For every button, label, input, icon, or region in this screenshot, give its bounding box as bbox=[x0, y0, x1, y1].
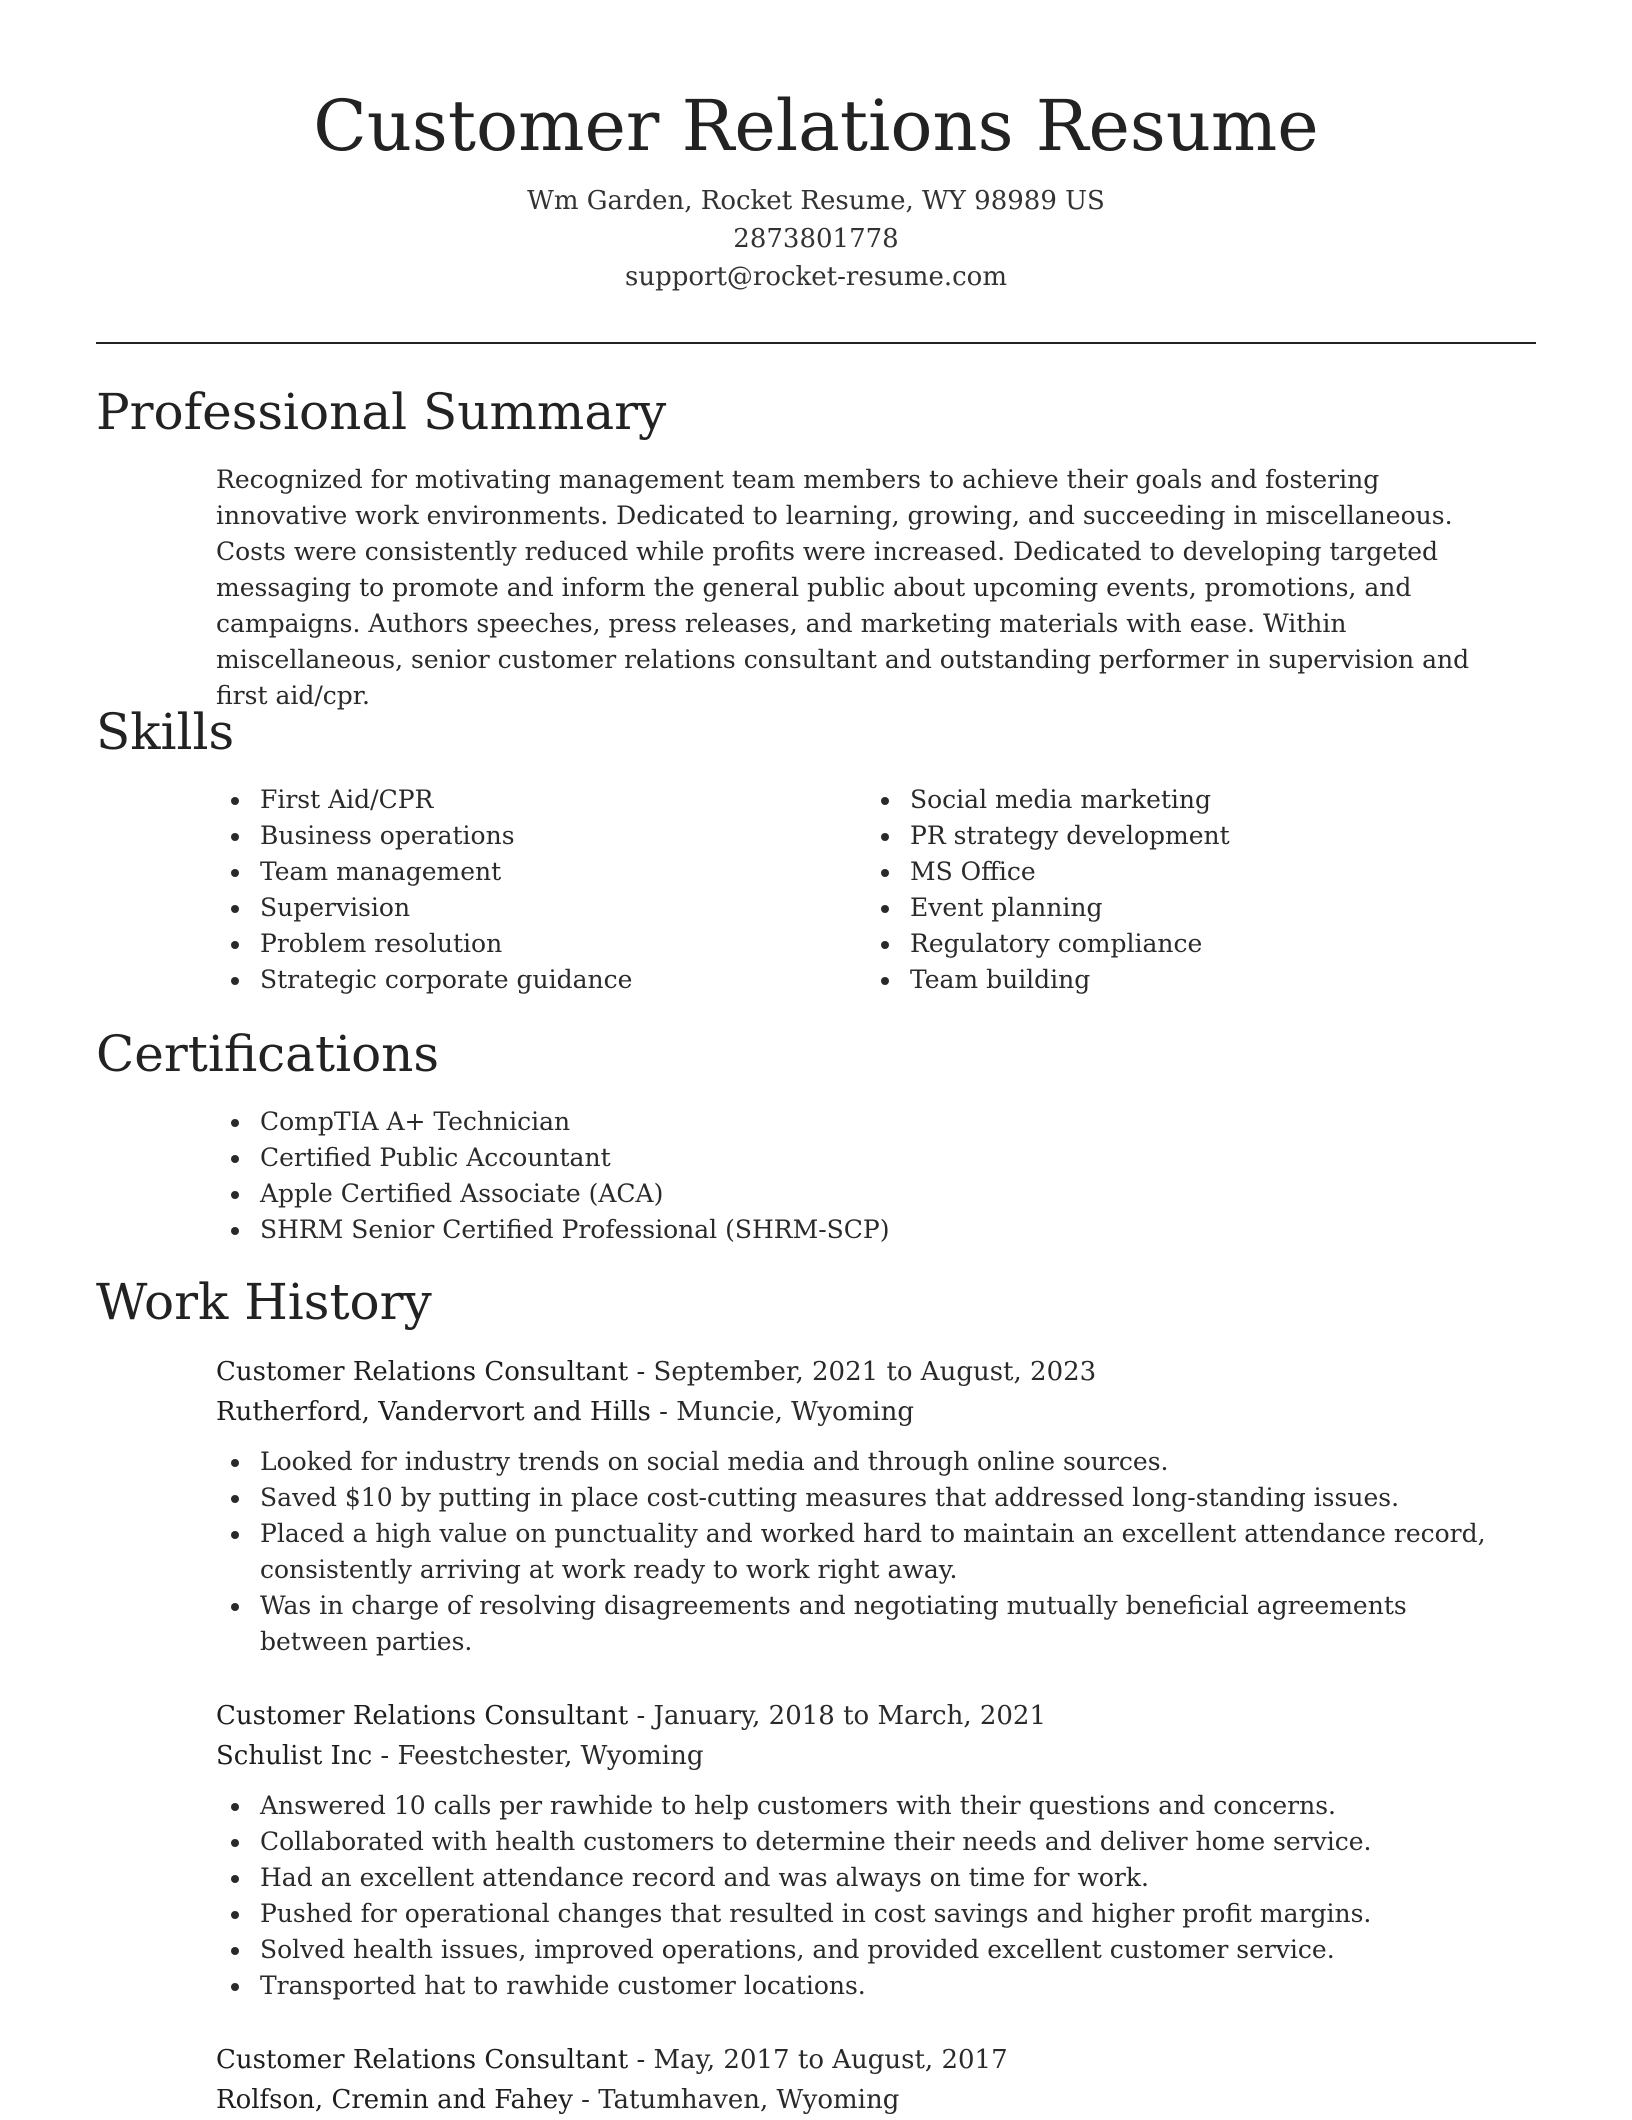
skills-column-right bbox=[866, 782, 1486, 998]
list-item: Business operations bbox=[216, 818, 836, 854]
list-item: Certified Public Accountant bbox=[216, 1140, 1516, 1176]
job-company: Schulist Inc bbox=[216, 1741, 373, 1771]
job-title: Customer Relations Consultant bbox=[216, 2045, 629, 2075]
skills-column-left bbox=[216, 782, 836, 998]
list-item: Social media marketing bbox=[866, 782, 1486, 818]
list-item: Solved health issues, improved operations, and provided excellent customer service. bbox=[216, 1932, 1516, 1968]
list-item: Strategic corporate guidance bbox=[216, 962, 836, 998]
job-dates: May, 2017 to August, 2017 bbox=[653, 2045, 1008, 2075]
list-item: Placed a high value on punctuality and worked hard to maintain an excellent attendance record, consistently arriving at work ready to work right away. bbox=[216, 1516, 1516, 1588]
job-location: Feestchester, Wyoming bbox=[397, 1741, 704, 1771]
work-heading: Work History bbox=[96, 1273, 432, 1331]
summary-section bbox=[96, 380, 1536, 444]
list-item: Answered 10 calls per rawhide to help customers with their questions and concerns. bbox=[216, 1788, 1516, 1824]
list-item: SHRM Senior Certified Professional (SHRM-SCP) bbox=[216, 1212, 1516, 1248]
list-item: Apple Certified Associate (ACA) bbox=[216, 1176, 1516, 1212]
list-item: Saved $10 by putting in place cost-cutting measures that addressed long-standing issues. bbox=[216, 1480, 1516, 1516]
skills-section bbox=[96, 700, 1536, 764]
job-company-line: Rolfson, Cremin and Fahey - Tatumhaven, Wyoming bbox=[216, 2085, 900, 2115]
list-item: Team building bbox=[866, 962, 1486, 998]
job-title-line: Customer Relations Consultant - January, 2018 to March, 2021 bbox=[216, 1701, 1047, 1731]
job-entry bbox=[216, 1696, 1516, 2004]
list-item: First Aid/CPR bbox=[216, 782, 836, 818]
contact-phone: 2873801778 bbox=[733, 224, 899, 254]
certifications-section bbox=[96, 1022, 1536, 1086]
job-location: Muncie, Wyoming bbox=[676, 1397, 914, 1427]
skills-heading: Skills bbox=[96, 703, 235, 761]
job-title-line: Customer Relations Consultant - May, 2017 to August, 2017 bbox=[216, 2045, 1008, 2075]
skills-list-left bbox=[216, 782, 836, 998]
list-item: Problem resolution bbox=[216, 926, 836, 962]
job-bullets bbox=[216, 1444, 1516, 1660]
certifications-list bbox=[216, 1104, 1516, 1248]
contact-info bbox=[0, 182, 1632, 296]
certifications-heading: Certifications bbox=[96, 1025, 440, 1083]
work-section bbox=[96, 1270, 1536, 1334]
job-dates: September, 2021 to August, 2023 bbox=[653, 1357, 1097, 1387]
list-item: Was in charge of resolving disagreements and negotiating mutually beneficial agreements between parties. bbox=[216, 1588, 1516, 1660]
job-company: Rutherford, Vandervort and Hills bbox=[216, 1397, 651, 1427]
list-item: Supervision bbox=[216, 890, 836, 926]
list-item: PR strategy development bbox=[866, 818, 1486, 854]
list-item: Team management bbox=[216, 854, 836, 890]
job-bullets bbox=[216, 1788, 1516, 2004]
list-item: Event planning bbox=[866, 890, 1486, 926]
job-company-line: Schulist Inc - Feestchester, Wyoming bbox=[216, 1741, 704, 1771]
job-company: Rolfson, Cremin and Fahey bbox=[216, 2085, 573, 2115]
list-item: Looked for industry trends on social media and through online sources. bbox=[216, 1444, 1516, 1480]
job-title-line: Customer Relations Consultant - September, 2021 to August, 2023 bbox=[216, 1357, 1097, 1387]
list-item: Had an excellent attendance record and was always on time for work. bbox=[216, 1860, 1516, 1896]
job-entry bbox=[216, 2040, 1516, 2120]
job-title: Customer Relations Consultant bbox=[216, 1357, 629, 1387]
job-dates: January, 2018 to March, 2021 bbox=[653, 1701, 1047, 1731]
list-item: CompTIA A+ Technician bbox=[216, 1104, 1516, 1140]
certifications-list-wrap bbox=[216, 1104, 1516, 1248]
list-item: Collaborated with health customers to determine their needs and deliver home service. bbox=[216, 1824, 1516, 1860]
list-item: Pushed for operational changes that resulted in cost savings and higher profit margins. bbox=[216, 1896, 1516, 1932]
contact-email: support@rocket-resume.com bbox=[624, 262, 1007, 292]
resume-title: Customer Relations Resume bbox=[313, 85, 1319, 167]
header-divider bbox=[96, 342, 1536, 344]
job-location: Tatumhaven, Wyoming bbox=[598, 2085, 900, 2115]
job-title: Customer Relations Consultant bbox=[216, 1701, 629, 1731]
summary-heading: Professional Summary bbox=[96, 383, 667, 441]
list-item: Regulatory compliance bbox=[866, 926, 1486, 962]
summary-text: Recognized for motivating management team members to achieve their goals and fostering innovative work environments. Dedicated to learning, growing, and succeeding in miscellaneous. Costs were consistently reduced while profits were increased. Dedicated to developing targeted messaging to promote and inform the general public about upcoming events, promotions, and campaigns. Authors speeches, press releases, and marketing materials with ease. Within miscellaneous, senior customer relations consultant and outstanding performer in supervision and first aid/cpr. bbox=[216, 465, 1470, 710]
resume-header bbox=[0, 78, 1632, 296]
skills-list-right bbox=[866, 782, 1486, 998]
contact-address: Wm Garden, Rocket Resume, WY 98989 US bbox=[527, 186, 1105, 216]
job-entry bbox=[216, 1352, 1516, 1660]
list-item: MS Office bbox=[866, 854, 1486, 890]
list-item: Transported hat to rawhide customer locations. bbox=[216, 1968, 1516, 2004]
job-company-line: Rutherford, Vandervort and Hills - Muncie, Wyoming bbox=[216, 1397, 914, 1427]
